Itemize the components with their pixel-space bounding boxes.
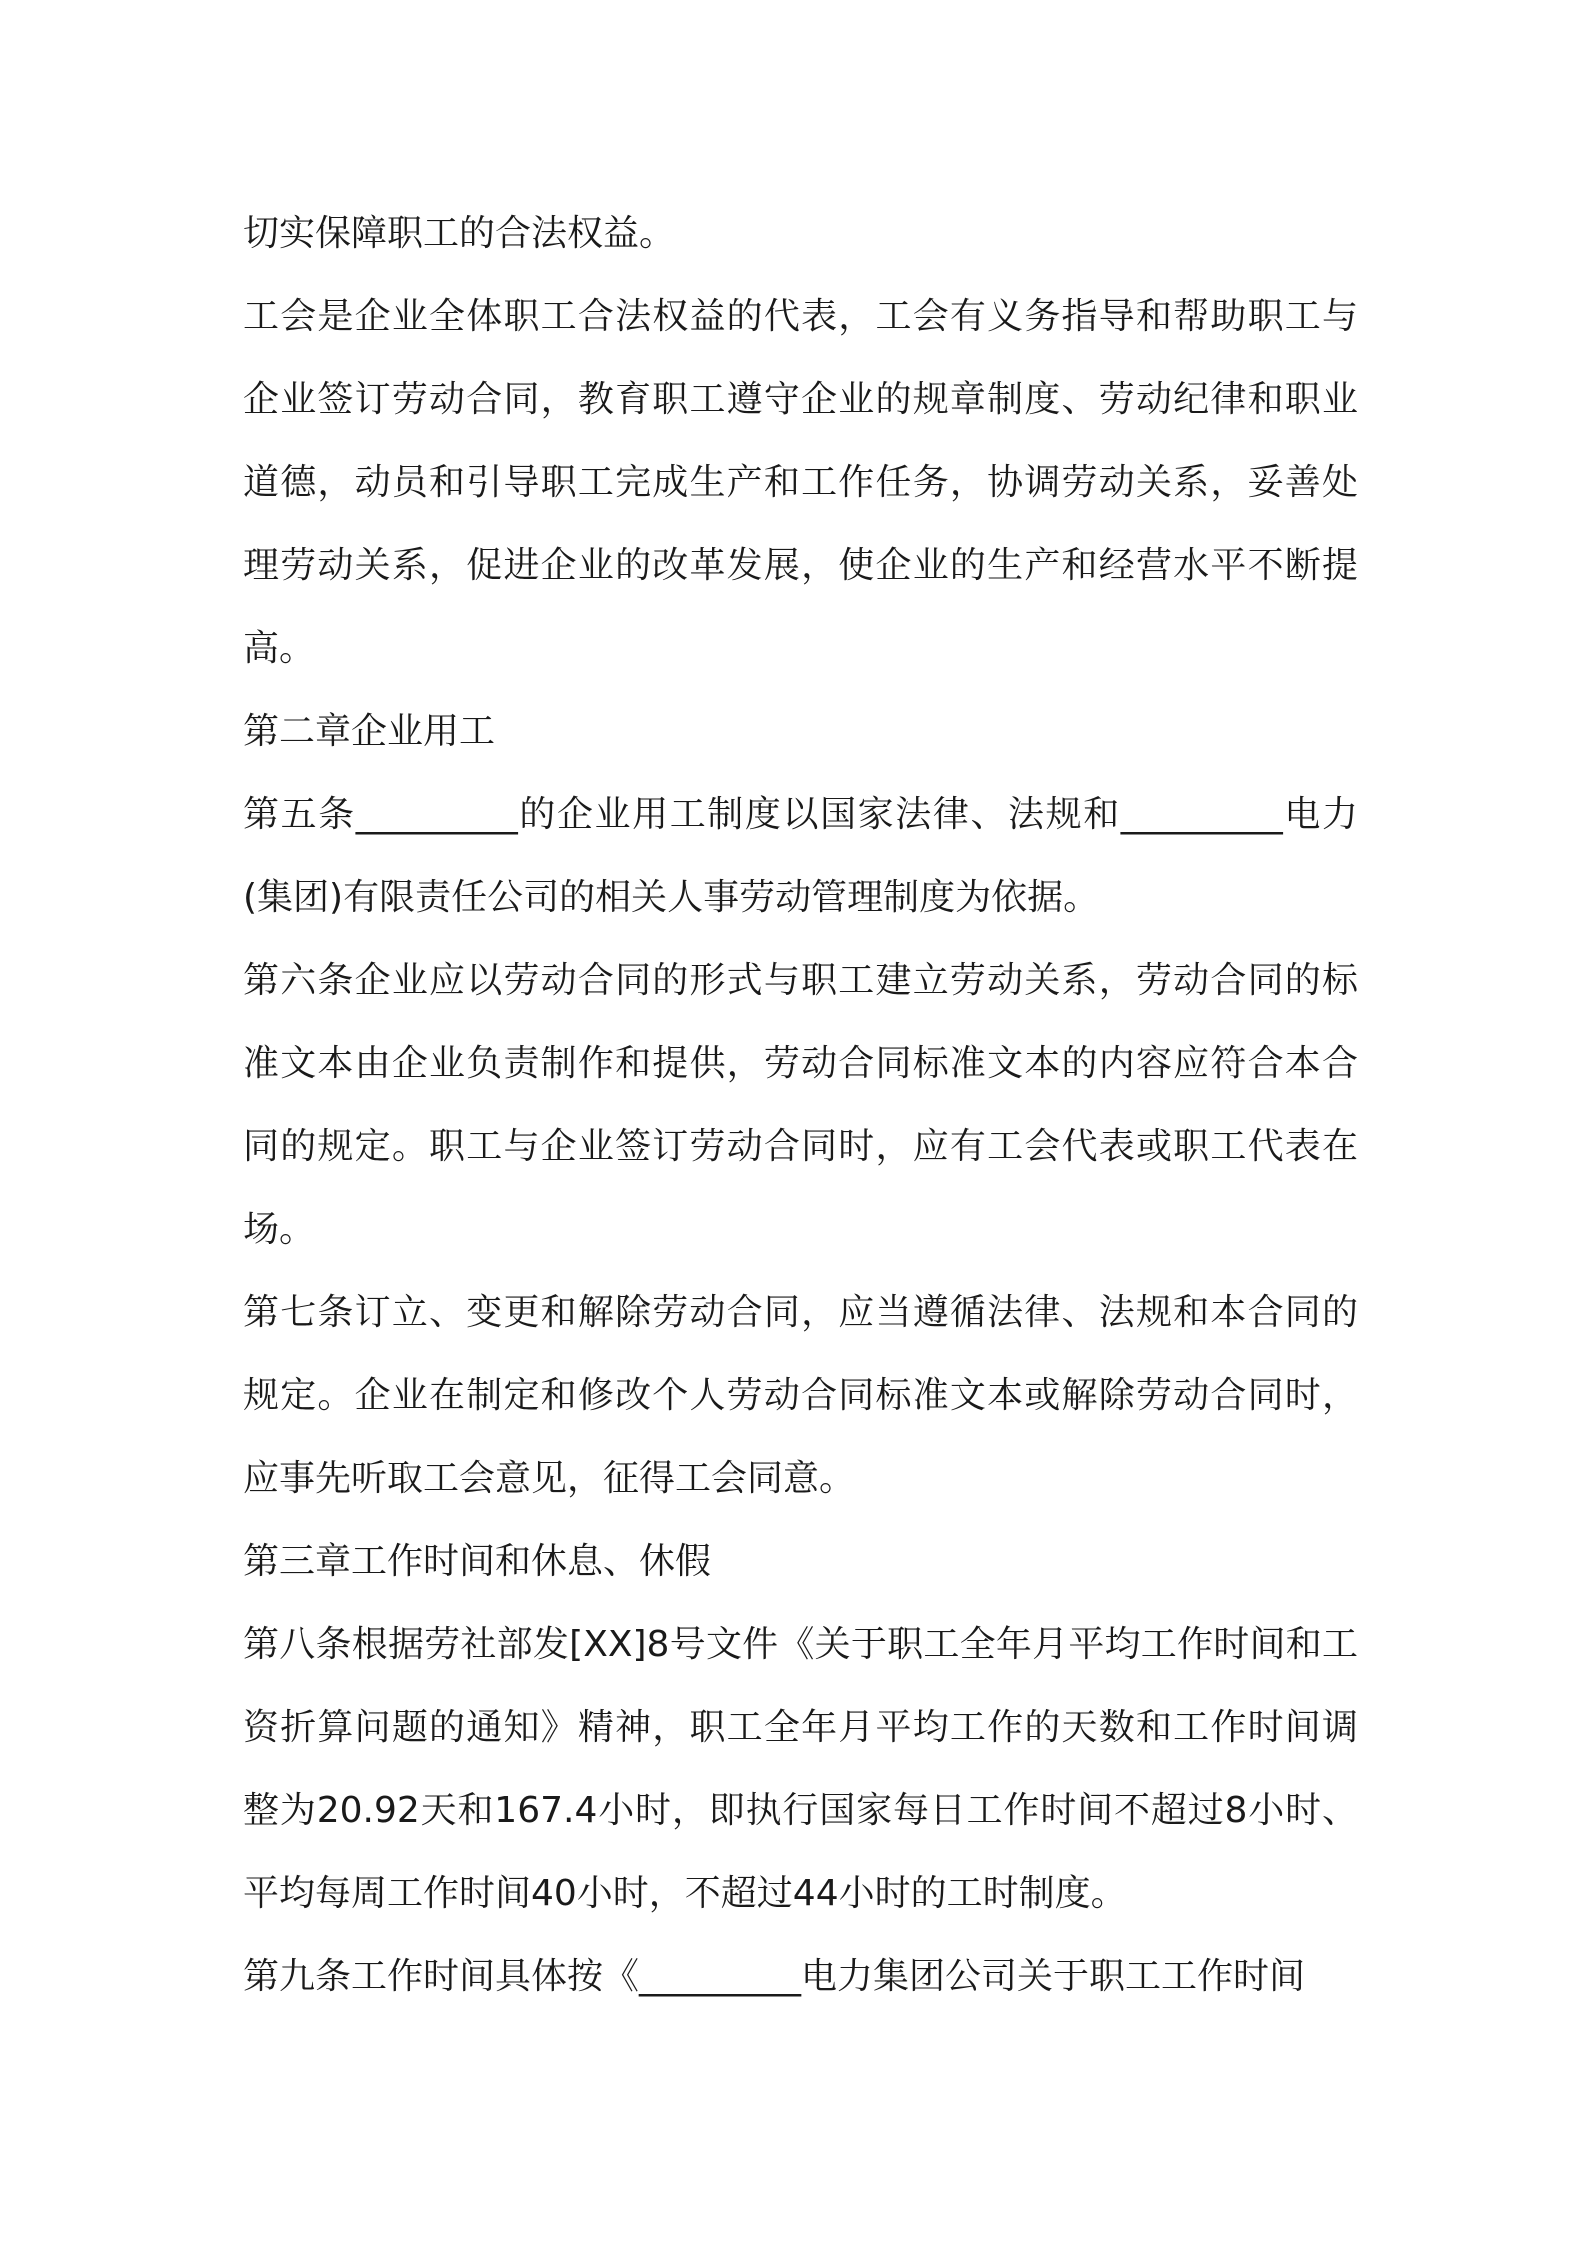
chapter-heading-employment: 第二章企业用工 (243, 711, 496, 752)
article-6: 第六条企业应以劳动合同的形式与职工建立劳动关系，劳动合同的标准文本由企业负责制作和提供，劳动合同标准文本的内容应符合本合同的规定。职工与企业签订劳动合同时，应有工会代表或职工代表在场。 (243, 960, 1358, 1250)
paragraph-rights: 切实保障职工的合法权益。 (243, 213, 676, 254)
article-5: 第五条_________的企业用工制度以国家法律、法规和_________电力(集团)有限责任公司的相关人事劳动管理制度为依据。 (243, 794, 1358, 918)
article-7: 第七条订立、变更和解除劳动合同，应当遵循法律、法规和本合同的规定。企业在制定和修改个人劳动合同标准文本或解除劳动合同时，应事先听取工会意见，征得工会同意。 (243, 1292, 1358, 1499)
article-9: 第九条工作时间具体按《_________电力集团公司关于职工工作时间 (243, 1956, 1306, 1997)
article-8: 第八条根据劳社部发[XX]8号文件《关于职工全年月平均工作时间和工资折算问题的通知》精神，职工全年月平均工作的天数和工作时间调整为20.92天和167.4小时，即执行国家每日工作时间不超过8小时、平均每周工作时间40小时，不超过44小时的工时制度。 (243, 1624, 1358, 1914)
paragraph-union-role: 工会是企业全体职工合法权益的代表，工会有义务指导和帮助职工与企业签订劳动合同，教育职工遵守企业的规章制度、劳动纪律和职业道德，动员和引导职工完成生产和工作任务，协调劳动关系，妥善处理劳动关系，促进企业的改革发展，使企业的生产和经营水平不断提高。 (243, 296, 1358, 669)
document-body (243, 192, 1358, 2018)
chapter-heading-working-time: 第三章工作时间和休息、休假 (243, 1541, 712, 1582)
